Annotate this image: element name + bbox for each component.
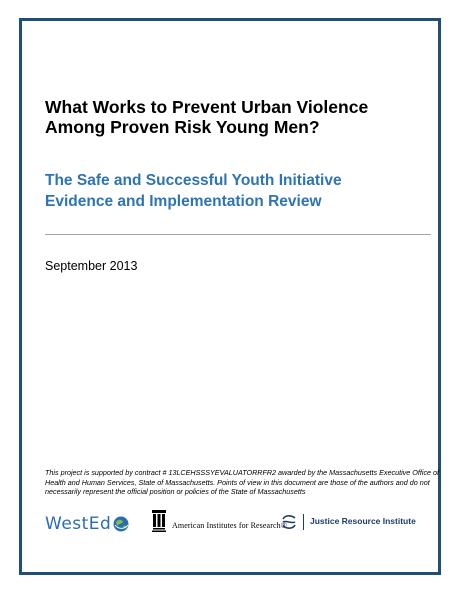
funding-disclaimer: [45, 468, 440, 497]
disclaimer-line-1: This project is supported by contract # 13LCEHSSSYEVALUATORRFR2 awarded by the Massachusetts Executive Office of: [45, 468, 440, 477]
jri-separator: [303, 514, 304, 530]
document-subtitle: [45, 170, 425, 212]
subtitle-line-2: Evidence and Implementation Review: [45, 193, 322, 210]
title-line-2: Among Proven Risk Young Men?: [45, 117, 320, 137]
disclaimer-line-2: Health and Human Services, State of Massachusetts. Points of view in this document are those of the authors and do not: [45, 477, 430, 487]
globe-icon: [113, 516, 129, 532]
wested-logo: [45, 513, 129, 535]
wave-s-icon: [281, 515, 297, 529]
wested-logo-text: WestEd: [45, 514, 112, 534]
air-logo-text: American Institutes for Research®: [172, 521, 287, 530]
document-title: [45, 97, 425, 137]
disclaimer-line-3: necessarily represent the official position or policies of the State of Massachusetts: [45, 487, 306, 497]
subtitle-line-1: The Safe and Successful Youth Initiative: [45, 172, 342, 189]
jri-logo-text: Justice Resource Institute: [310, 516, 416, 526]
divider-rule: [45, 234, 431, 235]
title-line-1: What Works to Prevent Urban Violence: [45, 97, 369, 117]
partner-logos: [45, 508, 435, 538]
publication-date: September 2013: [45, 259, 138, 273]
building-columns-icon: [152, 510, 166, 532]
